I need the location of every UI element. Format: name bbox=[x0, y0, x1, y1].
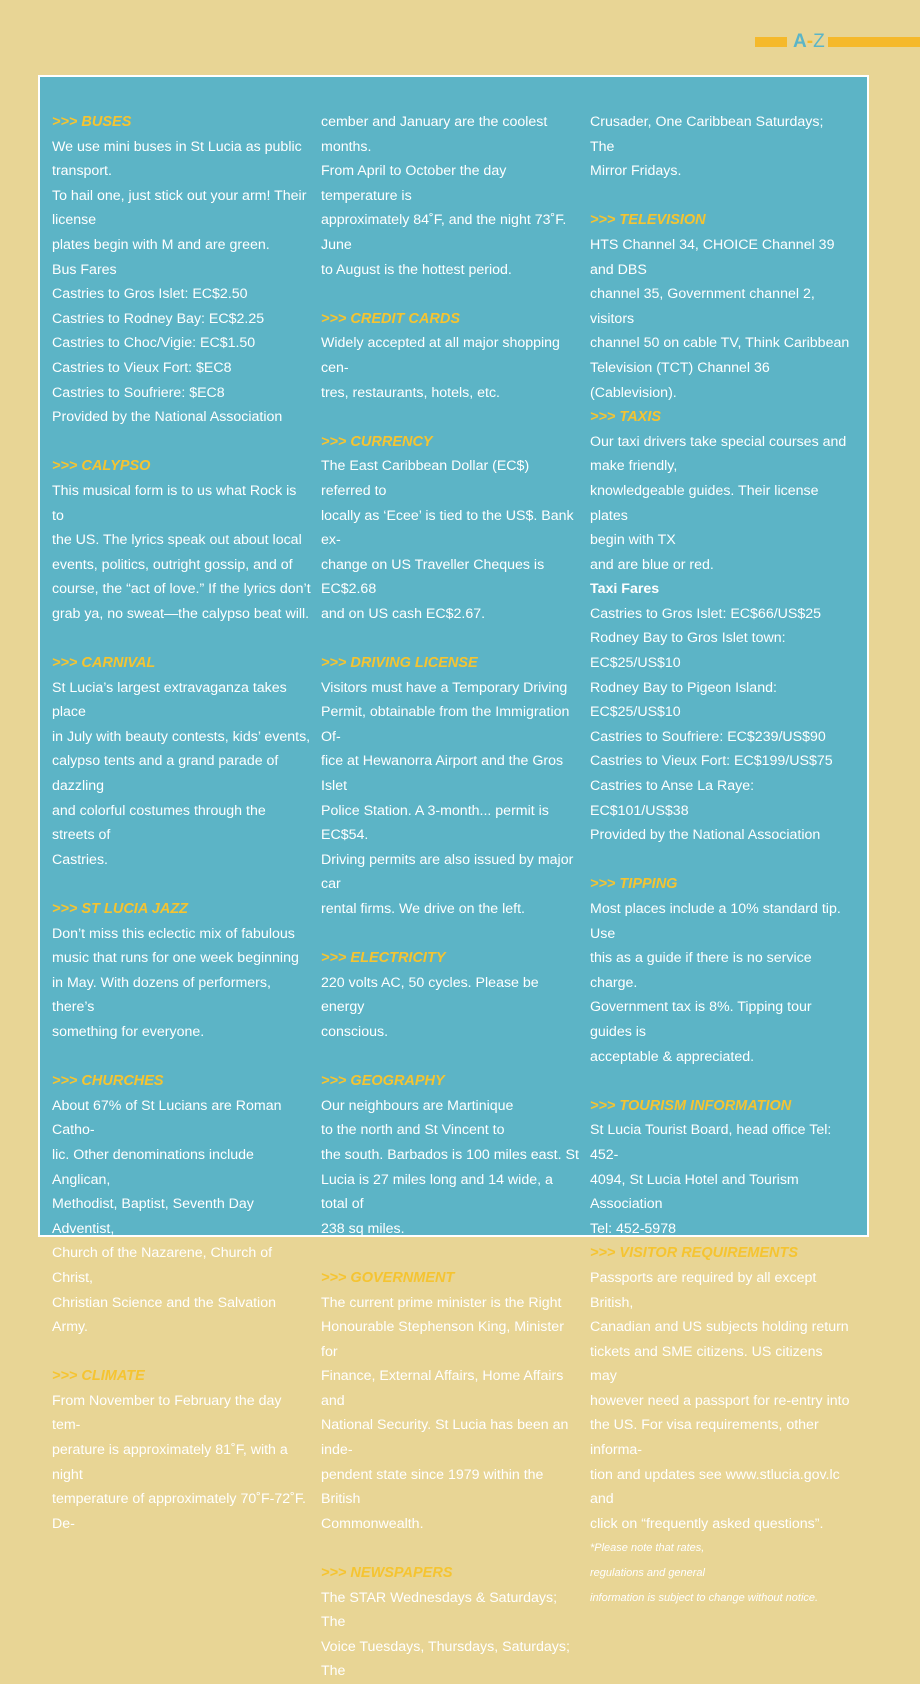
body-text-line: license bbox=[52, 212, 97, 229]
az-letter-z: Z bbox=[813, 31, 825, 52]
body-text-line: pendent state since 1979 within the British bbox=[321, 1466, 544, 1508]
spacer bbox=[321, 922, 581, 947]
body-text-line: and are blue or red. bbox=[590, 556, 714, 573]
az-letter-a: A bbox=[793, 31, 807, 52]
body-text-line: Driving permits are also issued by major car bbox=[321, 851, 574, 893]
spacer bbox=[590, 848, 850, 873]
body-text-line: Mirror Fridays. bbox=[590, 163, 682, 180]
body-text-line: and colorful costumes through the streets of bbox=[52, 802, 266, 844]
section-heading: >>> CARNIVAL bbox=[52, 655, 156, 672]
body-text-line: Government tax is 8%. Tipping tour guides is bbox=[590, 999, 812, 1040]
body-text-line: Don’t miss this eclectic mix of fabulous bbox=[52, 925, 295, 942]
body-text-line: Visitors must have a Temporary Driving bbox=[321, 679, 568, 696]
body-text-line: Lucia is 27 miles long and 14 wide, a total of bbox=[321, 1171, 553, 1213]
section-heading: >>> TOURISM INFORMATION bbox=[590, 1097, 792, 1114]
body-text-line: Provided by the National Association bbox=[52, 409, 283, 426]
body-text-line: events, politics, outright gossip, and of bbox=[52, 556, 293, 573]
body-text-line: Castries. bbox=[52, 851, 108, 868]
section-heading: >>> VISITOR REQUIREMENTS bbox=[590, 1245, 799, 1262]
body-text-line: 238 sq miles. bbox=[321, 1220, 405, 1237]
body-text-line: The STAR Wednesdays & Saturdays; The bbox=[321, 1589, 558, 1631]
az-dash: - bbox=[806, 31, 814, 52]
body-text-line: approximately 84˚F, and the night 73˚F. June bbox=[321, 212, 567, 253]
spacer bbox=[52, 1045, 312, 1070]
body-text-line: the US. The lyrics speak out about local bbox=[52, 532, 302, 549]
body-text-line: grab ya, no sweat—the calypso beat will. bbox=[52, 605, 310, 622]
body-text-line: Crusader, One Caribbean Saturdays; The bbox=[590, 114, 824, 155]
section-heading: >>> CLIMATE bbox=[52, 1368, 145, 1385]
body-text-line: Castries to Vieux Fort: EC$199/US$75 bbox=[590, 753, 833, 770]
info-panel bbox=[38, 75, 869, 1680]
section-heading: >>> DRIVING LICENSE bbox=[321, 655, 478, 672]
body-text-line: this as a guide if there is no service charge. bbox=[590, 950, 812, 991]
body-text-line: Provided by the National Association bbox=[590, 827, 821, 844]
body-text-line: National Security. St Lucia has been an inde- bbox=[321, 1417, 569, 1459]
section-heading: >>> GOVERNMENT bbox=[321, 1269, 455, 1286]
body-text-line: Castries to Soufriere: $EC8 bbox=[52, 384, 225, 401]
body-text-line: Castries to Vieux Fort: $EC8 bbox=[52, 359, 232, 376]
body-text-line: Tel: 452-5978 bbox=[590, 1220, 676, 1237]
spacer bbox=[590, 1069, 850, 1094]
section-heading: >>> BUSES bbox=[52, 114, 132, 130]
spacer bbox=[321, 1241, 581, 1266]
section-heading: >>> GEOGRAPHY bbox=[321, 1073, 445, 1090]
body-text-line: temperature of approximately 70˚F-72˚F. De- bbox=[52, 1491, 306, 1532]
body-text-line: channel 35, Government channel 2, visitors bbox=[590, 286, 815, 327]
body-text-line: Bus Fares bbox=[52, 261, 117, 278]
body-text-line: Most places include a 10% standard tip. Use bbox=[590, 901, 841, 942]
body-text-line: something for everyone. bbox=[52, 1023, 205, 1040]
body-text-line: St Lucia Tourist Board, head office Tel: 452- bbox=[590, 1122, 832, 1163]
disclaimer-note: information is subject to change without notice. bbox=[590, 1591, 819, 1604]
body-text-line: lic. Other denominations include Anglican, bbox=[52, 1146, 254, 1188]
body-text-line: Honourable Stephenson King, Minister for bbox=[321, 1319, 564, 1360]
body-text-line: tres, restaurants, hotels, etc. bbox=[321, 384, 500, 401]
body-text-line: 220 volts AC, 50 cycles. Please be energy bbox=[321, 974, 539, 1016]
body-text-line: click on “frequently asked questions”. bbox=[590, 1515, 824, 1532]
body-text-line: in July with beauty contests, kids’ events, bbox=[52, 728, 311, 745]
spacer bbox=[321, 282, 581, 307]
body-text-line: We use mini buses in St Lucia as public bbox=[52, 138, 302, 155]
body-text-line: Passports are required by all except British, bbox=[590, 1269, 817, 1311]
body-text-line: in May. With dozens of performers, there’s bbox=[52, 974, 271, 1016]
body-text-line: conscious. bbox=[321, 1023, 389, 1040]
body-text-line: fice at Hewanorra Airport and the Gros Islet bbox=[321, 753, 564, 795]
body-text-line: Castries to Gros Islet: EC$2.50 bbox=[52, 286, 248, 303]
body-text-line: Castries to Rodney Bay: EC$2.25 bbox=[52, 310, 265, 327]
header-accent-bar-right bbox=[828, 37, 920, 47]
header-accent-bar-left bbox=[755, 37, 787, 47]
spacer bbox=[52, 430, 312, 455]
body-text-line: tion and updates see www.stlucia.gov.lc and bbox=[590, 1466, 840, 1508]
body-text-line: transport. bbox=[52, 163, 112, 180]
body-text-line: acceptable & appreciated. bbox=[590, 1048, 755, 1065]
body-text-line: Voice Tuesdays, Thursdays, Saturdays; The bbox=[321, 1638, 570, 1680]
body-text-line: begin with TX bbox=[590, 532, 676, 549]
body-text-line: Commonwealth. bbox=[321, 1515, 424, 1532]
body-text-line: rental firms. We drive on the left. bbox=[321, 901, 525, 917]
body-text-line: Christian Science and the Salvation Army. bbox=[52, 1294, 276, 1336]
body-text-line: music that runs for one week beginning bbox=[52, 950, 299, 967]
body-text-line: course, the “act of love.” If the lyrics don’t bbox=[52, 581, 311, 598]
body-text-line: The current prime minister is the Right bbox=[321, 1294, 562, 1311]
body-text-line: St Lucia’s largest extravaganza takes place bbox=[52, 679, 287, 721]
body-text-line: make friendly, bbox=[590, 458, 678, 475]
body-text-line: however need a passport for re-entry into bbox=[590, 1392, 850, 1409]
disclaimer-note: *Please note that rates, bbox=[590, 1542, 705, 1555]
spacer bbox=[321, 626, 581, 651]
body-text-line: 4094, St Lucia Hotel and Tourism Association bbox=[590, 1171, 799, 1213]
body-text-line: knowledgeable guides. Their license plates bbox=[590, 482, 819, 524]
body-text-line: Our taxi drivers take special courses and bbox=[590, 433, 847, 450]
body-text-line: tickets and SME citizens. US citizens may bbox=[590, 1343, 823, 1385]
body-text-line: perature is approximately 81˚F, with a night bbox=[52, 1442, 288, 1483]
section-heading: >>> TELEVISION bbox=[590, 212, 706, 229]
body-text-line: This musical form is to us what Rock is to bbox=[52, 482, 297, 524]
subheading: Taxi Fares bbox=[590, 581, 660, 598]
body-text-line: To hail one, just stick out your arm! Their bbox=[52, 187, 307, 204]
column-1 bbox=[52, 110, 312, 1536]
body-text-line: the US. For visa requirements, other informa- bbox=[590, 1417, 819, 1459]
section-heading: >>> CHURCHES bbox=[52, 1073, 164, 1090]
spacer bbox=[52, 626, 312, 651]
spacer bbox=[52, 872, 312, 897]
body-text-line: to August is the hottest period. bbox=[321, 261, 512, 278]
body-text-line: change on US Traveller Cheques is EC$2.68 bbox=[321, 556, 545, 598]
body-text-line: Castries to Anse La Raye: EC$101/US$38 bbox=[590, 778, 755, 819]
section-heading: >>> CURRENCY bbox=[321, 433, 433, 450]
body-text-line: About 67% of St Lucians are Roman Catho- bbox=[52, 1097, 282, 1139]
section-heading: >>> TAXIS bbox=[590, 409, 662, 426]
body-text-line: Canadian and US subjects holding return bbox=[590, 1319, 849, 1336]
body-text-line: From November to February the day tem- bbox=[52, 1392, 282, 1434]
section-heading: >>> NEWSPAPERS bbox=[321, 1565, 453, 1582]
spacer bbox=[321, 405, 581, 430]
section-heading: >>> ST LUCIA JAZZ bbox=[52, 901, 189, 917]
body-text-line: Church of the Nazarene, Church of Christ, bbox=[52, 1245, 273, 1286]
spacer bbox=[321, 1536, 581, 1561]
body-text-line: Our neighbours are Martinique bbox=[321, 1097, 514, 1114]
section-heading: >>> CREDIT CARDS bbox=[321, 310, 460, 327]
spacer bbox=[321, 1045, 581, 1070]
body-text-line: Permit, obtainable from the Immigration Of- bbox=[321, 704, 570, 745]
body-text-line: Rodney Bay to Gros Islet town: EC$25/US$10 bbox=[590, 630, 786, 672]
column-3 bbox=[590, 110, 850, 1610]
az-section-label bbox=[793, 31, 825, 53]
body-text-line: Widely accepted at all major shopping cen- bbox=[321, 335, 560, 376]
body-text-line: HTS Channel 34, CHOICE Channel 39 and DBS bbox=[590, 236, 835, 278]
body-text-line: plates begin with M and are green. bbox=[52, 236, 270, 253]
body-text-line: Television (TCT) Channel 36 (Cablevision). bbox=[590, 359, 770, 401]
section-heading: >>> ELECTRICITY bbox=[321, 950, 446, 967]
spacer bbox=[590, 184, 850, 209]
body-text-line: calypso tents and a grand parade of dazzling bbox=[52, 753, 279, 795]
body-text-line: Castries to Choc/Vigie: EC$1.50 bbox=[52, 335, 256, 352]
body-text-line: The East Caribbean Dollar (EC$) referred to bbox=[321, 458, 530, 499]
section-heading: >>> TIPPING bbox=[590, 876, 678, 893]
body-text-line: Police Station. A 3-month... permit is EC$54. bbox=[321, 802, 549, 844]
body-text-line: and on US cash EC$2.67. bbox=[321, 605, 486, 622]
body-text-line: Castries to Soufriere: EC$239/US$90 bbox=[590, 728, 826, 745]
body-text-line: Finance, External Affairs, Home Affairs and bbox=[321, 1368, 564, 1409]
body-text-line: cember and January are the coolest months. bbox=[321, 114, 548, 155]
section-heading: >>> CALYPSO bbox=[52, 458, 151, 475]
body-text-line: the south. Barbados is 100 miles east. St bbox=[321, 1146, 579, 1163]
body-text-line: to the north and St Vincent to bbox=[321, 1122, 505, 1139]
disclaimer-note: regulations and general bbox=[590, 1567, 705, 1580]
spacer bbox=[52, 1340, 312, 1365]
body-text-line: Rodney Bay to Pigeon Island: EC$25/US$10 bbox=[590, 679, 777, 721]
body-text-line: Methodist, Baptist, Seventh Day Adventist, bbox=[52, 1196, 254, 1237]
body-text-line: channel 50 on cable TV, Think Caribbean bbox=[590, 335, 850, 352]
body-text-line: From April to October the day temperature is bbox=[321, 163, 507, 204]
body-text-line: locally as ‘Ecee’ is tied to the US$. Bank ex- bbox=[321, 507, 574, 549]
body-text-line: Castries to Gros Islet: EC$66/US$25 bbox=[590, 605, 822, 622]
column-2 bbox=[321, 110, 581, 1684]
